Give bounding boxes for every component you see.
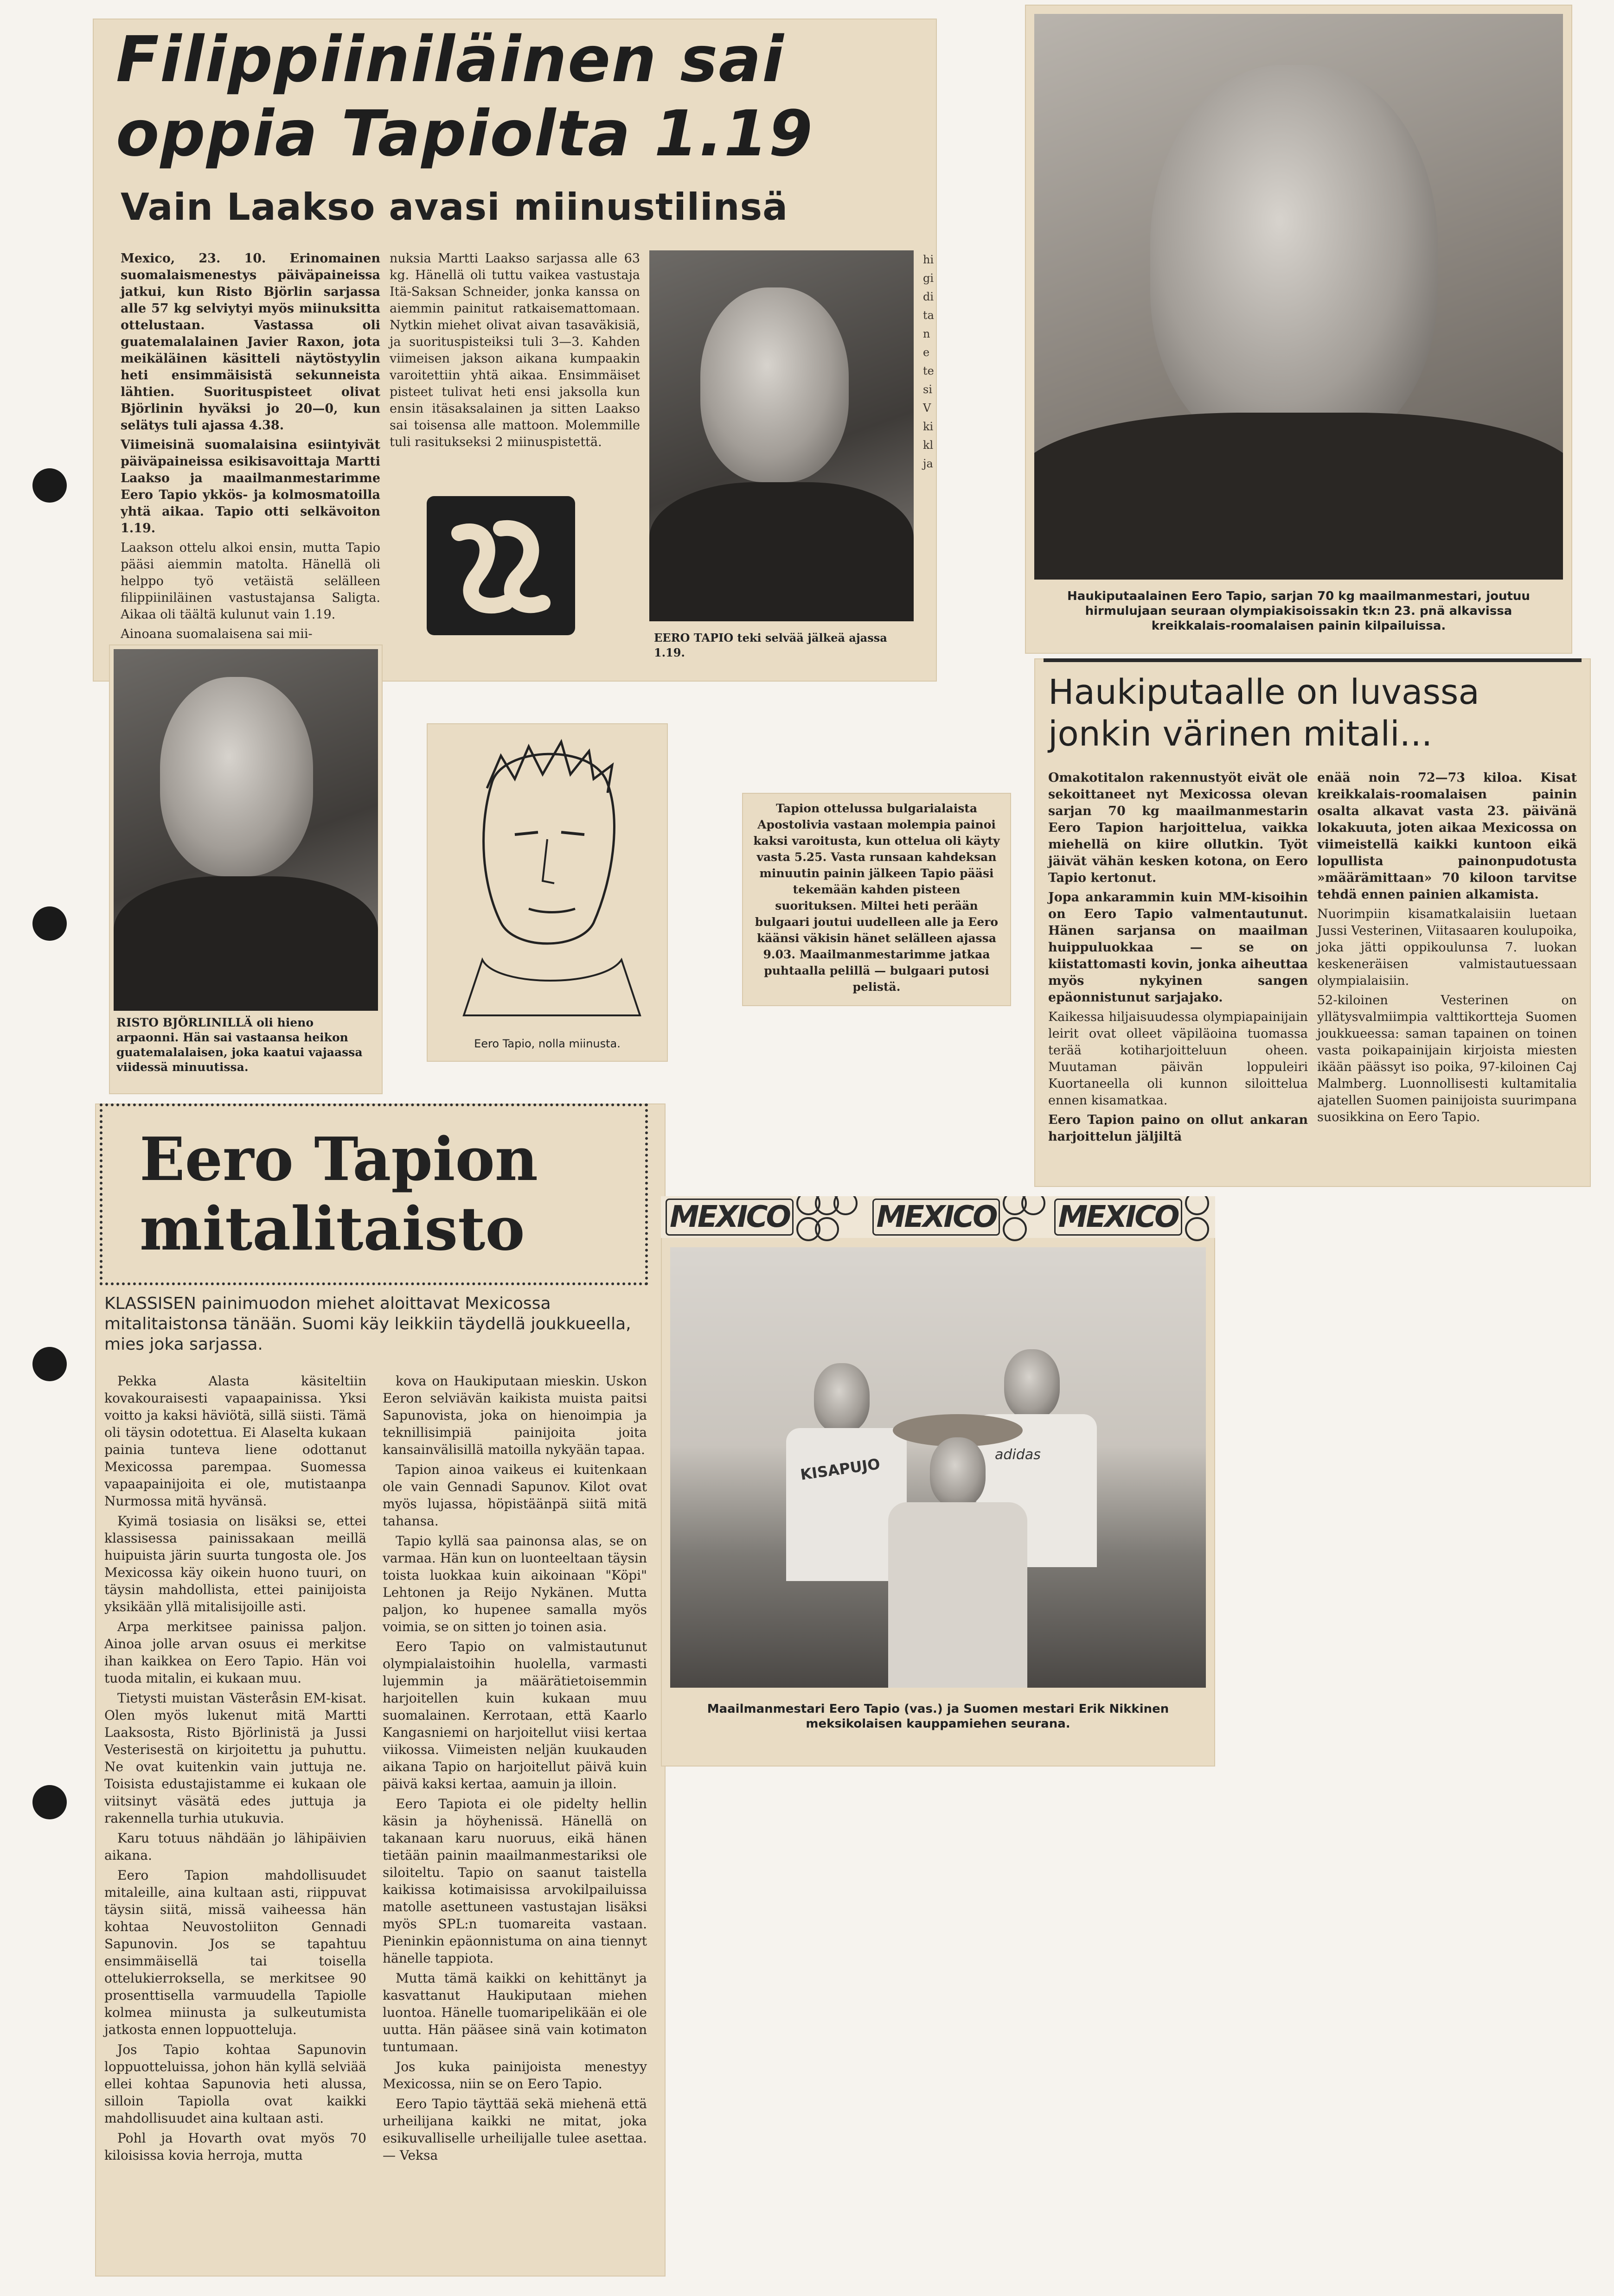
article-paragraph: Pekka Alasta käsiteltiin kovakouraisesti vapaapainissa. Yksi voitto ja kaksi häviötä, sillä siisti. Tämä oli täysin odotettua. Ei Alaselta kukaan painia tunteva liene odottanut Mexicossa parempaa. Suomessa vapaapainijoita ei ole, mutistaanpa Nurmossa mitä hyvänsä. [104,1373,366,1509]
subheadline: Vain Laakso avasi miinustilinsä [121,185,788,229]
clipping-cartoon [427,723,668,1062]
face [1150,65,1438,454]
mexico-photo-caption: Maailmanmestari Eero Tapio (vas.) ja Suomen mestari Erik Nikkinen meksikolaisen kauppamiehen seurana. [707,1702,1169,1731]
top-rule [1044,658,1582,662]
article-paragraph: Arpa merkitsee painissa paljon. Ainoa jolle arvan osuus ei merkitse ihan kaikkea on Eero Tapio. Hän voi tuoda mitalin, ei kukaan muu. [104,1619,366,1686]
article-paragraph: Mexico, 23. 10. Erinomainen suomalaismenestys päiväpaineissa jatkui, kun Risto Björlin sarjassa alle 57 kg selviytyi myös miinuksitta ottelustaan. Vastassa oli guatemalalainen Javier Raxon, jota meikäläinen käsitteli näytöstyylin heti ensimmäisistä sekunneista lähtien. Suorituspisteet olivat Björlinin hyväksi jo 20—0, kun selätys tuli ajassa 4.38. [121,251,380,433]
haukipudas-headline-2: jonkin värinen mitali... [1048,714,1433,754]
article-paragraph: 52-kiloinen Vesterinen on yllätysvalmiimpia valttikortteja Suomen joukkueessa: saman tapainen on toinen vasta poikapainijain kirjoista miesten ikään päässyt iso poika, 97-kiloinen Caj Malmberg. Luonnollisesti kultamitalia ajatellen Suomen painijoista suurimpana suosikkina on Eero Tapio. [1317,993,1577,1124]
mexico-wordmark: MEXICO [872,1199,1000,1236]
binder-hole-4 [32,1785,67,1819]
mitalitaisto-column-2 [383,1372,647,2167]
clipping-bjorlin [109,644,383,1094]
photo-caption: EERO TAPIO teki selvää jälkeä ajassa 1.19. [654,631,887,659]
article-paragraph: Laakson ottelu alkoi ensin, mutta Tapio pääsi aiemmin matolta. Hänellä oli helppo työ vetäistä selälleen filippiiniläinen vastustajansa Saligta. Aikaa oli täältä kulunut vain 1.19. [121,541,380,622]
article-paragraph: Eero Tapion paino on ollut ankaran harjoittelun jäljiltä [1048,1113,1308,1144]
article-paragraph: nuksia Martti Laakso sarjassa alle 63 kg. Hänellä oli tuttu vaikea vastustaja Itä-Saksan Schneider, jonka kanssa on aiemmin painitut ratkaisemattomaan. Nytkin miehet olivat aivan tasaväkisiä, ja suorituspisteiksi tuli 3—3. Kahden viimeisen jakson aikana kumpaakin varoitettiin yhtä aikaa. Ensimmäiset pisteet tulivat heti ensi jaksolla kun ensin itäsaksalainen ja sitten Laakso sai toisensa alle mattoon. Molemmille tuli rasitukseksi 2 miinuspistettä. [390,251,640,449]
logo-shape [427,496,575,635]
headline-box [100,1103,648,1285]
article-paragraph: Omakotitalon rakennustyöt eivät ole sekoittaneet nyt Mexicossa olevan sarjan 70 kg maailmanmestarin Eero Tapion harjoittelua, vaikka miehellä on kiire ollutkin. Työt jäivät vähän kesken kotona, on Eero Tapio kertonut. [1048,771,1308,885]
suit [1034,413,1563,580]
article-paragraph: Eero Tapion mahdollisuudet mitaleille, aina kultaan asti, riippuvat täysin siitä, missä vaiheessa hän kohtaa Neuvostoliiton Gennadi Sapunovin. Jos se tapahtuu ensimmäisellä tai toisella ottelukierroksella, se merkitsee 90 prosenttisella varmuudella Tapiolle kolmea miinusta ja sulkeutumista jatkosta ennen loppuotteluja. [104,1868,366,2037]
mitalitaisto-column-1 [104,1372,366,2167]
photo-three-men [670,1247,1206,1688]
binder-hole-3 [32,1347,67,1381]
article-paragraph: Karu totuus nähdään jo lähipäivien aikana. [104,1830,366,1863]
article-paragraph: Eero Tapio täyttää sekä miehenä että urheilijana kaikki ne mitat, joka esikuvalliselle urheilijalle tulee asettaa. — Veksa [383,2096,647,2163]
bjorlin-caption: RISTO BJÖRLINILLÄ oli hieno arpaonni. Hän sai vastaansa heikon guatemalalaisen, joka kaatui vajaassa viidessä minuutissa. [116,1016,363,1074]
clipping-haukipudas [1034,658,1591,1187]
article-paragraph: Ainoana suomalaisena sai mii- [121,627,313,641]
suit [649,482,914,621]
face [160,677,313,876]
article-paragraph: Tapion ainoa vaikeus ei kuitenkaan ole vain Gennadi Sapunov. Kilot ovat myös lujassa, höpistäänpä siitä mitä tahansa. [383,1462,647,1529]
clipping-portrait [1025,5,1572,654]
man-center-shirt [888,1502,1027,1688]
olympic-rings-icon [802,1196,864,1243]
adjacent-column-fragment: hi gi di ta ne te si V ki kl ja [923,253,934,470]
article-paragraph: Jos Tapio kohtaa Sapunovin loppuotteluissa, johon hän kyllä selviää ellei kohtaa Sapunovia heti alussa, silloin Tapiolla ovat kaikki mahdollisuudet aina kultaan asti. [104,2042,366,2126]
photo-eero-tapio-smiling [649,250,914,621]
article-paragraph: Eero Tapiota ei ole pidelty hellin käsin ja höyhenissä. Hänellä on takanaan karu nuoruus, eikä hänen tietään painin maailmanmestariksi ole siloiteltu. Tapio on saanut taistella kaikissa kotimaisissa arvokilpailuissa matolle asettuneen vastustajan lisäksi myös SPL:n tuomareita vastaan. Pieninkin epäonnistuma on aina tiennyt hänelle tappiota. [383,1796,647,1966]
face-left [814,1363,870,1433]
mexico-wordmark: MEXICO [1054,1199,1182,1236]
face-center [930,1437,986,1507]
bulgaria-text: Tapion ottelussa bulgarialaista Apostolivia vastaan molempia painoi kaksi varoitusta, kun ottelua oli käyty vasta 5.25. Vasta runsaan kahdeksan minuutin painin jälkeen Tapio pääsi tekemään kahden pisteen suorituksen. Miltei heti perään bulgaari joutui uudelleen alle ja Eero käänsi väkisin hänet selälleen ajassa 9.03. Maailmanmestarimme jatkaa puhtaalla pelillä — bulgaari putosi pelistä. [753,802,1000,994]
article-paragraph: Kyimä tosiasia on lisäksi se, ettei klassisessa painissakaan meillä huipuista järin suurta tungosta ole. Jos Mexicossa käy oikein huono tuuri, on täysin mahdollista, ettei painijoista yksikään yllä mitalisijoille asti. [104,1513,366,1614]
clipping-filippiinilainen [93,19,937,682]
article-paragraph: Jopa ankarammin kuin MM-kisoihin on Eero Tapio valmentautunut. Hänen sarjansa on maailman huippuluokkaa — se on kiistattomasti kovin, jonka aiheuttaa myös nykyinen sangen epäonnistunut sarjajako. [1048,890,1308,1005]
shirt-text-right: adidas [995,1447,1041,1463]
article-paragraph: kova on Haukiputaan mieskin. Uskon Eeron selviävän kaikista muista paitsi Sapunovista, joka on hienoimpia ja teknillisimpiä painijoita joita kansainvälisillä matoilla nykyään tapaa. [383,1373,647,1457]
face [700,287,849,482]
article-paragraph: Pohl ja Hovarth ovat myös 70 kiloisissa kovia herroja, mutta [104,2130,366,2163]
article-paragraph: enää noin 72—73 kiloa. Kisat kreikkalais-roomalaisen painin osalta alkavat vasta 23. päivänä lokakuuta, joten aikaa Mexicossa on viimeistellä kaikki kuntoon eikä lopullista painonpudotusta »määrämittaan» 70 kiloon tarvitse tehdä ennen painien alkamista. [1317,771,1577,902]
article-paragraph: Viimeisinä suomalaisina esiintyivät päiväpaineissa esikisavoittaja Martti Laakso ja maailmanmestarimme Eero Tapio ykkös- ja kolmosmatoilla yhtä aikaa. Tapio otti selkävoiton 1.19. [121,438,380,536]
article-paragraph: Mutta tämä kaikki on kehittänyt ja kasvattanut Haukiputaan miehen luontoa. Hänelle tuomaripelikään ei ole uutta. Hän pääsee sinä vain kotimaton tuntumaan. [383,1971,647,2054]
clipping-mitalitaisto [95,1103,666,2277]
clipping-bulgaria [742,793,1011,1006]
olympic-logo [427,496,575,635]
headline-line1: Filippiiniläinen sai [116,23,785,96]
suit [114,876,378,1011]
cartoon-caption: Eero Tapio, nolla miinusta. [474,1037,621,1050]
mitalitaisto-headline-2: mitalitaisto [140,1194,525,1264]
article-column-2 [390,250,640,453]
binder-hole-2 [32,906,67,941]
mexico-wordmark: MEXICO [666,1199,794,1236]
article-paragraph: Jos kuka painijoista menestyy Mexicossa, niin se on Eero Tapio. [383,2059,647,2092]
article-paragraph: Kaikessa hiljaisuudessa olympiapainijain leirit ovat olleet väpiläoina tuomassa terää kotiharjoitteluun oheen. Muutaman päivän loppuleiri Kuortaneella oli kunnon siloittelua ennen kisamatkaa. [1048,1010,1308,1108]
article-paragraph: Tapio kyllä saa painonsa alas, se on varmaa. Hän kun on luonteeltaan täysin toista luokkaa kuin aikoinaan "Köpi" Lehtonen ja Reijo Nykänen. Mutta paljon, ko hupenee samalla myös voimia, se on sitten jo toinen asia. [383,1533,647,1634]
haukipudas-column-2 [1317,770,1577,1129]
haukipudas-headline-1: Haukiputaalle on luvassa [1048,672,1480,712]
portrait-caption: Haukiputaalainen Eero Tapio, sarjan 70 kg maailmanmestari, joutuu hirmulujaan seuraan olympiakisoissakin tk:n 23. pnä alkavissa kreikkalais-roomalaisen painin kilpailuissa. [1067,589,1530,633]
haukipudas-column-1 [1048,770,1308,1148]
face-right [1004,1349,1060,1419]
olympic-rings-icon [1008,1196,1045,1243]
cartoon-drawing [427,728,668,1029]
mitalitaisto-headline-1: Eero Tapion [140,1125,538,1194]
photo-eero-tapio-portrait [1034,14,1563,580]
mitalitaisto-lead: KLASSISEN painimuodon miehet aloittavat Mexicossa mitalitaistonsa tänään. Suomi käy leikkiin täydellä joukkueella, mies joka sarjassa. [104,1294,631,1354]
mexico-olympic-band [661,1196,1215,1238]
article-paragraph: Eero Tapio on valmistautunut olympialaistoihin huolella, varmasti lujemmin ja määrätietoisemmin harjoitellen kuin kukaan muu suomalainen. Kerrotaan, että Kaarlo Kangasniemi on harjoitellut viisi kertaa viikossa. Viimeisten neljän kuukauden aikana Tapio on harjoitellut päivä kuin päivä kaksi kertaa, aamuin ja illoin. [383,1639,647,1792]
shirt-text-left: KISAPUJO [799,1455,881,1484]
photo-risto-bjorlin [114,649,378,1011]
article-paragraph: Nuorimpiin kisamatkalaisiin luetaan Jussi Vesterinen, Viitasaaren koulupoika, joka jätti oppikoulunsa 7. luokan keskeneräisen valmistautuessaan olympialaisiin. [1317,907,1577,988]
article-column-1 [121,250,380,645]
clipping-mexico-photo [661,1196,1215,1767]
headline-line2: oppia Tapiolta 1.19 [116,97,813,171]
olympic-rings-icon [1191,1196,1215,1243]
article-paragraph: Tietysti muistan Västeråsin EM-kisat. Olen myös lukenut mitä Martti Laaksosta, Risto Björlinistä ja Jussi Vesterisestä on kirjoitettu ja puhuttu. Ne ovat kuitenkin vain juttuja ne. Toisista edustajistamme ei kukaan ole viitsinyt väsätä edes juttuja ja rakennella turhia utukuvia. [104,1690,366,1826]
binder-hole-1 [32,468,67,503]
